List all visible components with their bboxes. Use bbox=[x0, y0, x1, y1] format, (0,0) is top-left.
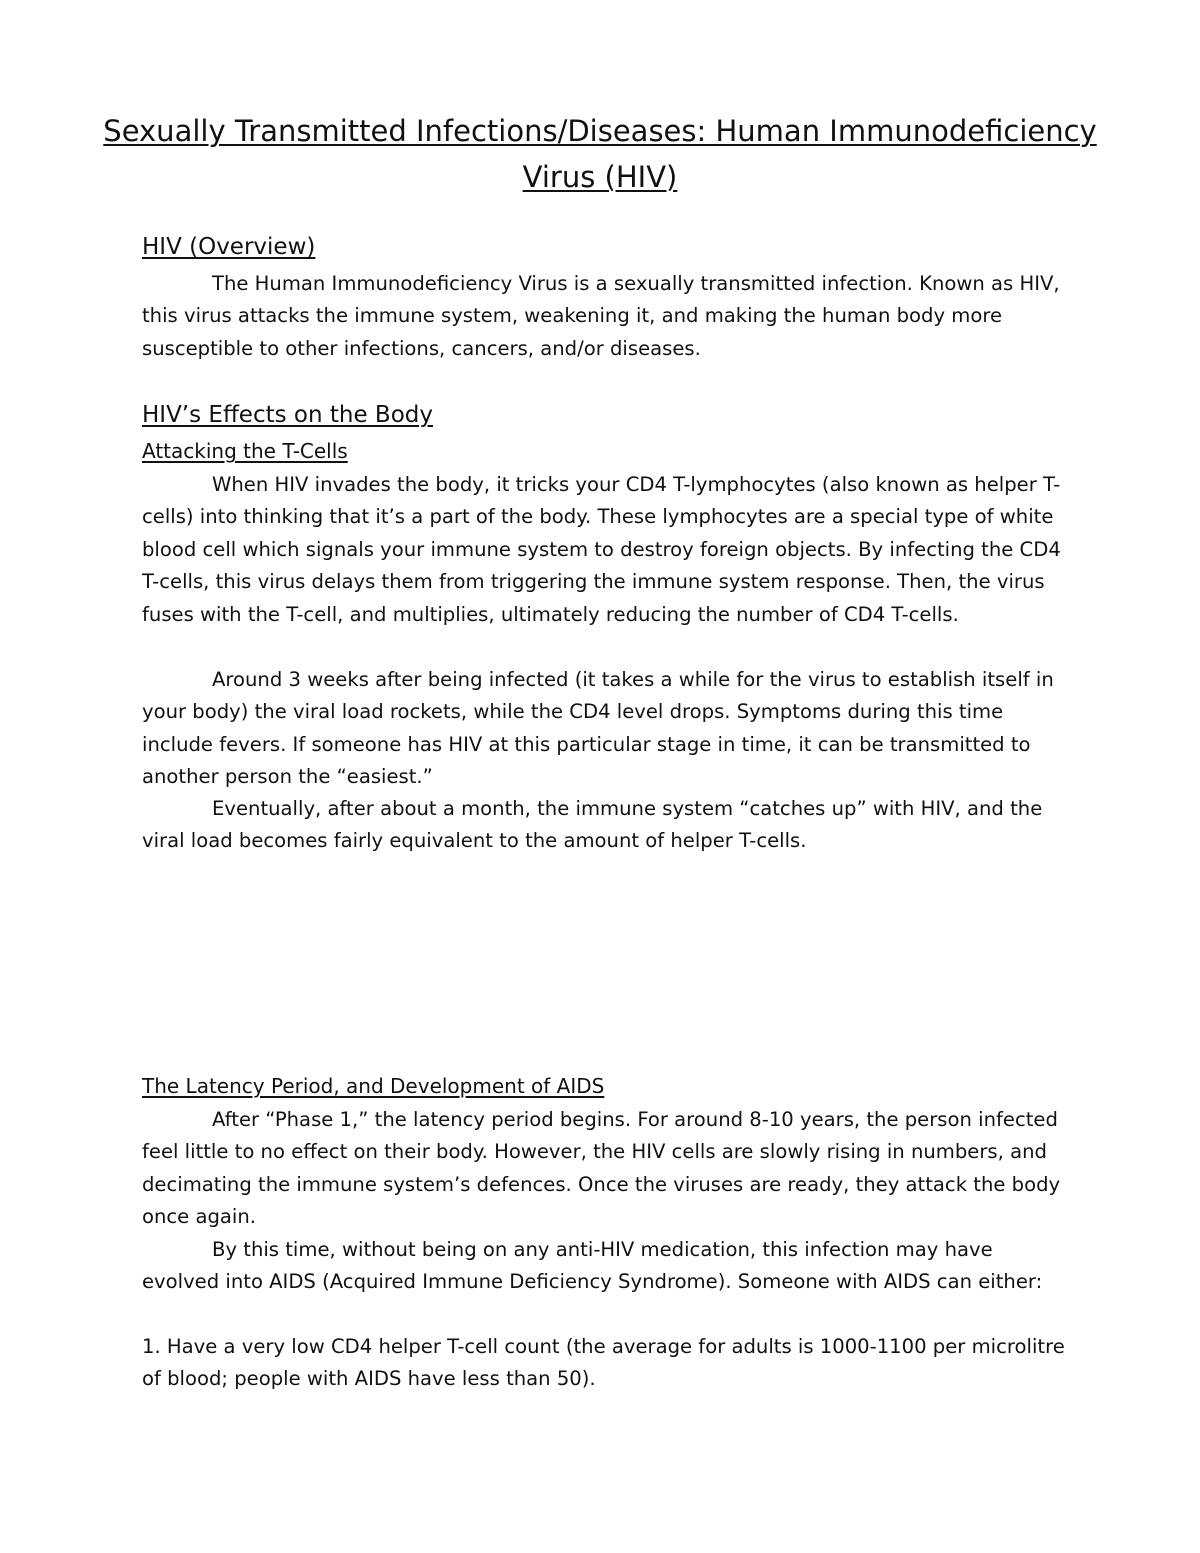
latency-subheading: The Latency Period, and Development of AIDS bbox=[142, 1074, 605, 1098]
document-title: Sexually Transmitted Infections/Diseases: Human Immunodeficiency Virus (HIV) bbox=[103, 114, 1097, 194]
latency-paragraph-2: By this time, without being on any anti-HIV medication, this infection may have evolved into AIDS (Acquired Immune Deficiency Syndrome). Someone with AIDS can either: bbox=[142, 1238, 1043, 1294]
effects-heading: HIV’s Effects on the Body bbox=[142, 402, 433, 428]
aids-list-item-1: 1. Have a very low CD4 helper T-cell count (the average for adults is 1000-1100 per microlitre of blood; people with AIDS have less than 50). bbox=[142, 1335, 1065, 1391]
attacking-t-cells-subheading: Attacking the T-Cells bbox=[142, 439, 348, 463]
overview-paragraph: The Human Immunodeficiency Virus is a sexually transmitted infection. Known as HIV, this virus attacks the immune system, weakening it, and making the human body more susceptible to other infections, cancers, and/or diseases. bbox=[142, 272, 1060, 360]
effects-paragraph-2: Around 3 weeks after being infected (it takes a while for the virus to establish itself in your body) the viral load rockets, while the CD4 level drops. Symptoms during this time include fevers. If someone has HIV at this particular stage in time, it can be transmitted to another person the “easiest.” bbox=[142, 668, 1054, 789]
latency-paragraph-1: After “Phase 1,” the latency period begins. For around 8-10 years, the person infected feel little to no effect on their body. However, the HIV cells are slowly rising in numbers, and decimating the immune system’s defences. Once the viruses are ready, they attack the body once again. bbox=[142, 1108, 1061, 1229]
overview-heading: HIV (Overview) bbox=[142, 234, 316, 260]
effects-paragraph-1: When HIV invades the body, it tricks your CD4 T-lymphocytes (also known as helper T-cells) into thinking that it’s a part of the body. These lymphocytes are a special type of white blood cell which signals your immune system to destroy foreign objects. By infecting the CD4 T-cells, this virus delays them from triggering the immune system response. Then, the virus fuses with the T-cell, and multiplies, ultimately reducing the number of CD4 T-cells. bbox=[142, 473, 1061, 626]
effects-paragraph-3: Eventually, after about a month, the immune system “catches up” with HIV, and the viral load becomes fairly equivalent to the amount of helper T-cells. bbox=[142, 797, 1043, 853]
